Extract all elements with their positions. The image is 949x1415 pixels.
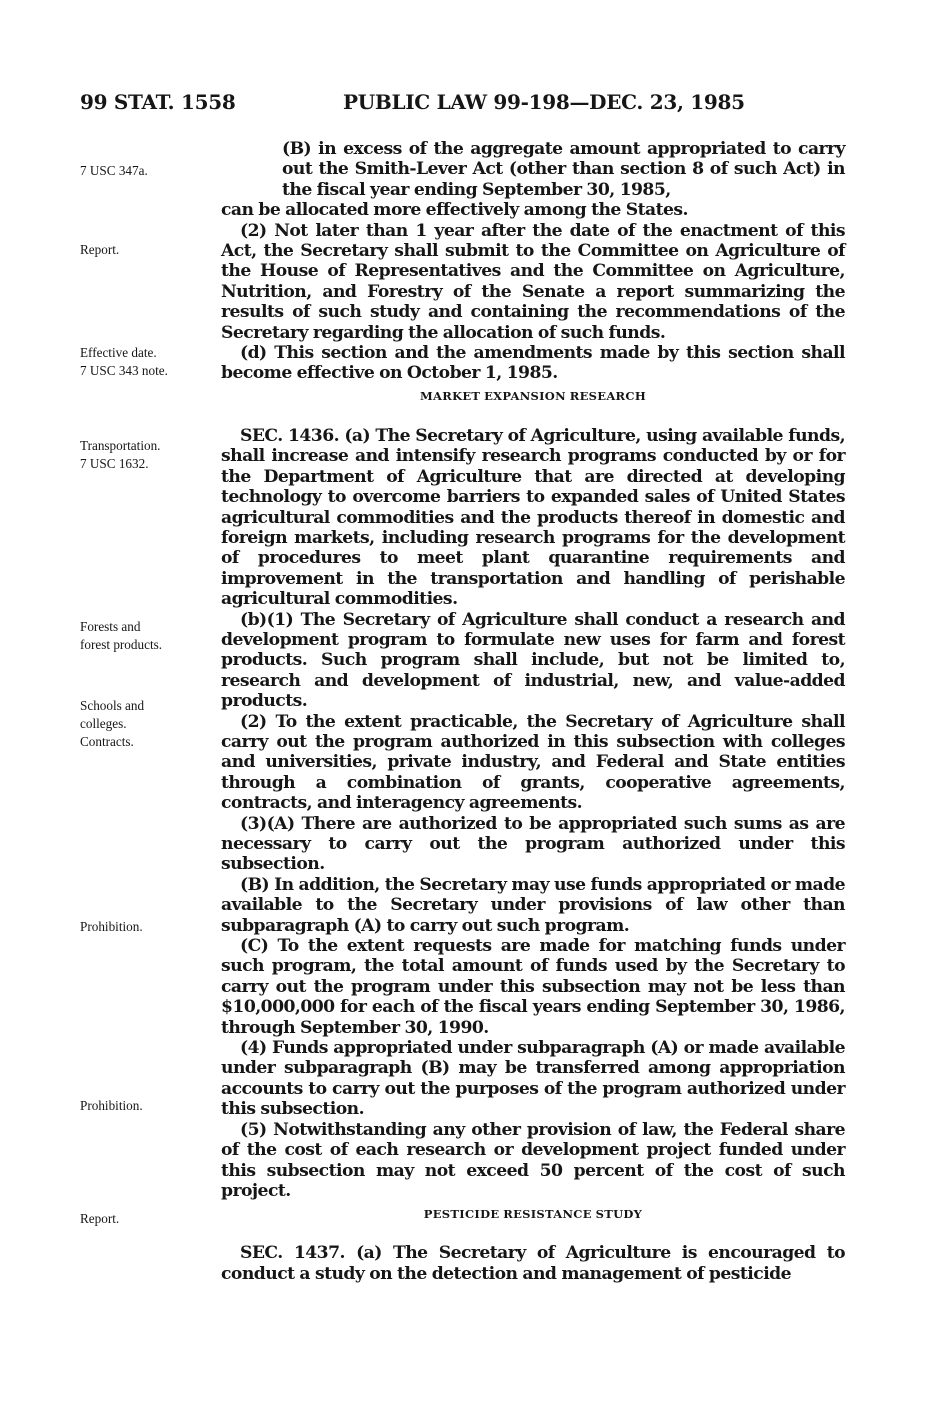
paragraph-3c: (C) To the extent requests are made for matching funds under such program, the total amount of funds used by the Secretary to carry out the program under this subsection may not be less than $10,000,000 for each of the fiscal years ending September 30, 1986, through September 30, 1990. bbox=[221, 936, 845, 1038]
paragraph-5: (5) Notwithstanding any other provision of law, the Federal share of the cost of each research or development project funded under this subsection may not exceed 50 percent of the cost of such project. bbox=[221, 1119, 845, 1201]
margin-note-forests bbox=[80, 618, 220, 654]
paragraph-3a: (3)(A) There are authorized to be appropriated such sums as are necessary to carry out the program authorized under this subsection. bbox=[221, 813, 845, 875]
margin-note-line: Schools and bbox=[80, 698, 145, 713]
body-text bbox=[221, 139, 845, 1284]
page-reference: 99 STAT. 1558 bbox=[80, 90, 236, 114]
margin-note-report: Report. bbox=[80, 1211, 120, 1226]
paragraph-3b: (B) In addition, the Secretary may use funds appropriated or made available to the Secretary under provisions of law other than subparagraph (A) to carry out such program. bbox=[221, 874, 845, 936]
margin-note-effective-date bbox=[80, 344, 220, 380]
paragraph-b2: (2) To the extent practicable, the Secretary of Agriculture shall carry out the program authorized in this subsection with colleges and universities, private industry, and Federal and State entities through a combination of grants, cooperative agreements, contracts, and interagency agreements. bbox=[221, 711, 845, 814]
margin-note-schools bbox=[80, 697, 220, 751]
paragraph-d-effective: (d) This section and the amendments made by this section shall become effective on October 1, 1985. bbox=[221, 343, 845, 384]
margin-note-line: forest products. bbox=[80, 637, 163, 652]
paragraph-sec-1437: SEC. 1437. (a) The Secretary of Agriculture is encouraged to conduct a study on the detection and management of pesticide bbox=[221, 1243, 845, 1284]
margin-note-usc-347a: 7 USC 347a. bbox=[80, 163, 148, 178]
paragraph-b-clause: (B) in excess of the aggregate amount appropriated to carry out the Smith-Lever Act (other than section 8 of such Act) in the fiscal year ending September 30, 1985, bbox=[282, 139, 845, 200]
margin-note-line: 7 USC 343 note. bbox=[80, 363, 168, 378]
paragraph-b1: (b)(1) The Secretary of Agriculture shall conduct a research and development program to formulate new uses for farm and forest products. Such program shall include, but not be limited to, research and development of industrial, new, and value-added products. bbox=[221, 609, 845, 712]
margin-note-prohibition: Prohibition. bbox=[80, 919, 143, 934]
margin-note-line: Contracts. bbox=[80, 734, 134, 749]
paragraph-sec-1436: SEC. 1436. (a) The Secretary of Agriculture, using available funds, shall increase and intensify research programs conducted by or for the Department of Agriculture that are directed at developing technology to overcome barriers to expanded sales of United States agricultural commodities and the products thereof in domestic and foreign markets, including research programs for the development of procedures to meet plant quarantine requirements and improvement in the transportation and handling of perishable agricultural commodities. bbox=[221, 425, 845, 610]
margin-note-transportation bbox=[80, 437, 220, 473]
margin-note-report: Report. bbox=[80, 242, 120, 257]
margin-note-prohibition: Prohibition. bbox=[80, 1098, 143, 1113]
margin-note-line: Forests and bbox=[80, 619, 141, 634]
section-heading-pesticide: PESTICIDE RESISTANCE STUDY bbox=[423, 1207, 643, 1222]
paragraph-2-report: (2) Not later than 1 year after the date of the enactment of this Act, the Secretary shall submit to the Committee on Agriculture of the House of Representatives and the Committee on Agriculture, Nutrition, and Forestry of the Senate a report summarizing the results of such study and containing the recommendations of the Secretary regarding the allocation of such funds. bbox=[221, 220, 845, 343]
margin-note-line: Transportation. bbox=[80, 438, 161, 453]
paragraph-allocated: can be allocated more effectively among the States. bbox=[221, 200, 688, 221]
running-title: PUBLIC LAW 99-198—DEC. 23, 1985 bbox=[343, 90, 745, 114]
margin-note-line: colleges. bbox=[80, 716, 127, 731]
paragraph-4: (4) Funds appropriated under subparagraph (A) or made available under subparagraph (B) may be transferred among appropriation accounts to carry out the purposes of the program authorized under this subsection. bbox=[221, 1038, 845, 1120]
margin-note-line: 7 USC 1632. bbox=[80, 456, 149, 471]
margin-note-line: Effective date. bbox=[80, 345, 157, 360]
section-heading-market-expansion: MARKET EXPANSION RESEARCH bbox=[419, 388, 647, 403]
